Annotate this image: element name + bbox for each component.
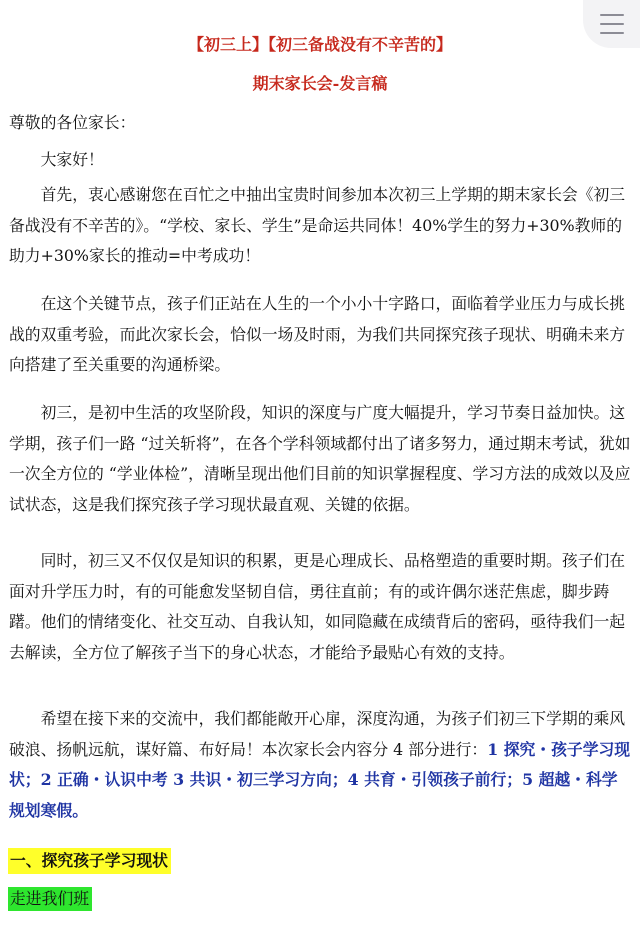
section-subheading: 走进我们班 <box>8 887 92 911</box>
greeting: 大家好！ <box>40 150 104 169</box>
agenda-list: 1 探究・孩子学习现状；2 正确・认识中考 3 共识・初三学习方向；4 共育・引领孩子前行；5 超越・科学规划寒假。 <box>9 739 631 820</box>
paragraph-2: 在这个关键节点，孩子们正站在人生的一个小小十字路口，面临着学业压力与成长挑战的双重考验，而此次家长会，恰似一场及时雨，为我们共同探究孩子现状、明确未来方向搭建了至关重要的沟通桥梁。 <box>9 294 626 375</box>
paragraph-5-text: 希望在接下来的交流中，我们都能敞开心扉，深度沟通，为孩子们初三下学期的乘风破浪、扬帆远航，谋好篇、布好局！本次家长会内容分 4 部分进行： <box>9 709 626 759</box>
paragraph-4: 同时，初三又不仅仅是知识的积累，更是心理成长、品格塑造的重要时期。孩子们在面对升学压力时，有的可能愈发坚韧自信，勇往直前；有的或许偶尔迷茫焦虑，脚步踌躇。他们的情绪变化、社交互动、自我认知，如同隐藏在成绩背后的密码，亟待我们一起去解读，全方位了解孩子当下的身心状态，才能给予最贴心有效的支持。 <box>9 551 626 662</box>
paragraph-1: 首先，衷心感谢您在百忙之中抽出宝贵时间参加本次初三上学期的期末家长会《初三备战没有不辛苦的》。“学校、家长、学生”是命运共同体！40%学生的努力+30%教师的助力+30%家长的推动=中考成功！ <box>9 185 626 266</box>
document-title: 【初三上】【初三备战没有不辛苦的】 <box>187 35 452 54</box>
paragraph-5 <box>9 704 631 826</box>
salutation: 尊敬的各位家长： <box>9 113 136 132</box>
paragraph-3: 初三，是初中生活的攻坚阶段，知识的深度与广度大幅提升，学习节奏日益加快。这学期，孩子们一路 “过关斩将”，在各个学科领域都付出了诸多努力，通过期末考试，犹如一次全方位的 “学业体检”，清晰呈现出他们目前的知识掌握程度、学习方法的成效以及应试状态，这是我们探究孩子学习现状最直观、关键的依据。 <box>9 403 631 514</box>
hamburger-menu-icon <box>600 14 624 34</box>
document-subtitle: 期末家长会-发言稿 <box>252 74 388 93</box>
section-heading: 一、探究孩子学习现状 <box>8 848 171 874</box>
